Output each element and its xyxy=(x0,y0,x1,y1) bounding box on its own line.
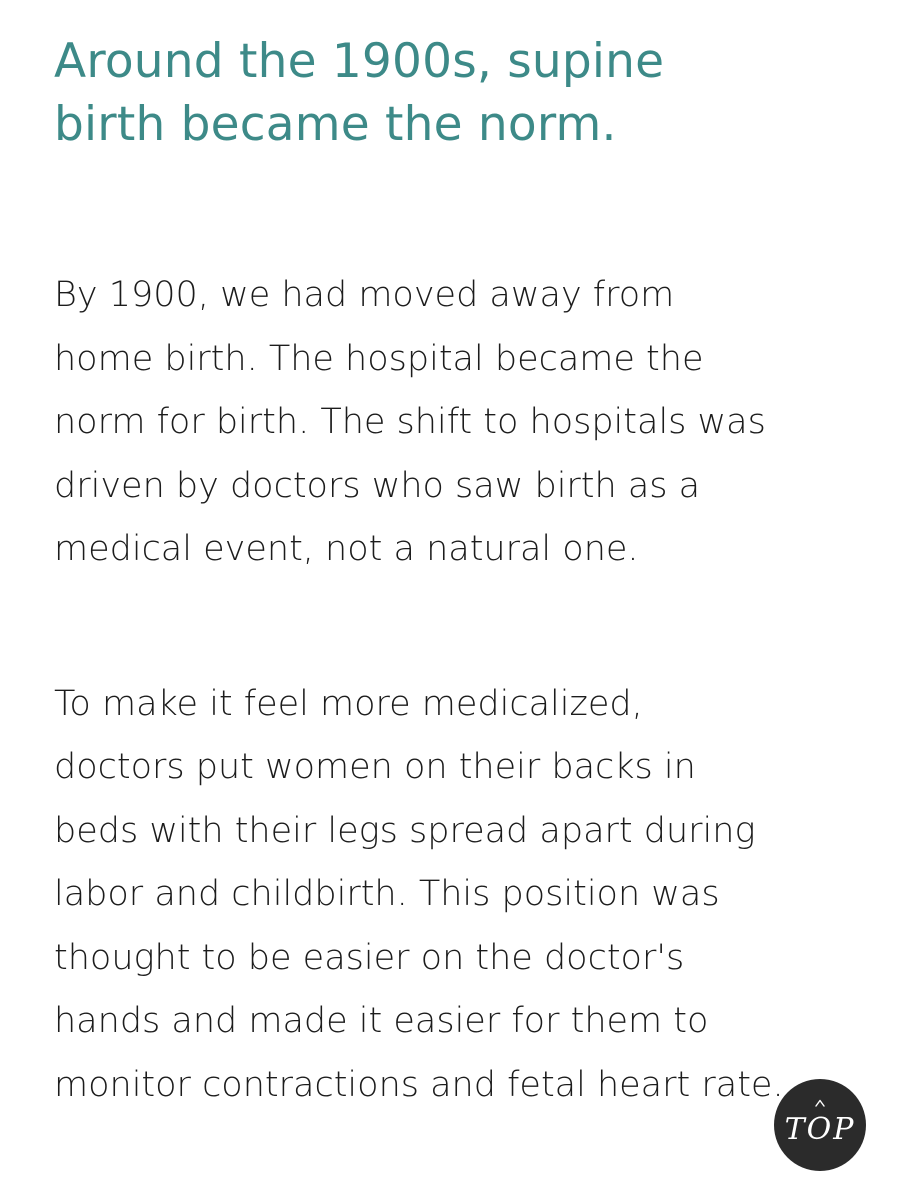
caret-up-icon xyxy=(815,1099,825,1107)
heading-line: birth became the norm. xyxy=(54,97,617,152)
paragraph-1 xyxy=(54,264,844,582)
paragraph-line: driven by doctors who saw birth as a xyxy=(54,465,701,506)
paragraph-line: norm for birth. The shift to hospitals was xyxy=(54,402,766,442)
paragraph-line: monitor contractions and fetal heart rate. xyxy=(54,1064,784,1105)
paragraph-line: By 1900, we had moved away from xyxy=(54,275,675,315)
paragraph-line: hands and made it easier for them to xyxy=(54,1001,709,1041)
paragraph-line: thought to be easier on the doctor's xyxy=(54,937,685,978)
heading-line: Around the 1900s, supine xyxy=(54,34,665,89)
paragraph-2 xyxy=(54,673,844,1118)
paragraph-line: labor and childbirth. This position was xyxy=(54,874,720,914)
paragraph-line: home birth. The hospital became the xyxy=(54,338,704,379)
paragraph-line: doctors put women on their backs in xyxy=(54,747,696,787)
paragraph-line: medical event, not a natural one. xyxy=(54,529,639,569)
scroll-to-top-button[interactable] xyxy=(774,1079,866,1171)
scroll-to-top-label: TOP xyxy=(784,1111,856,1147)
paragraph-line: beds with their legs spread apart during xyxy=(54,810,756,851)
paragraph-line: To make it feel more medicalized, xyxy=(54,683,643,724)
section-heading xyxy=(54,30,774,156)
article-section xyxy=(54,30,854,1117)
